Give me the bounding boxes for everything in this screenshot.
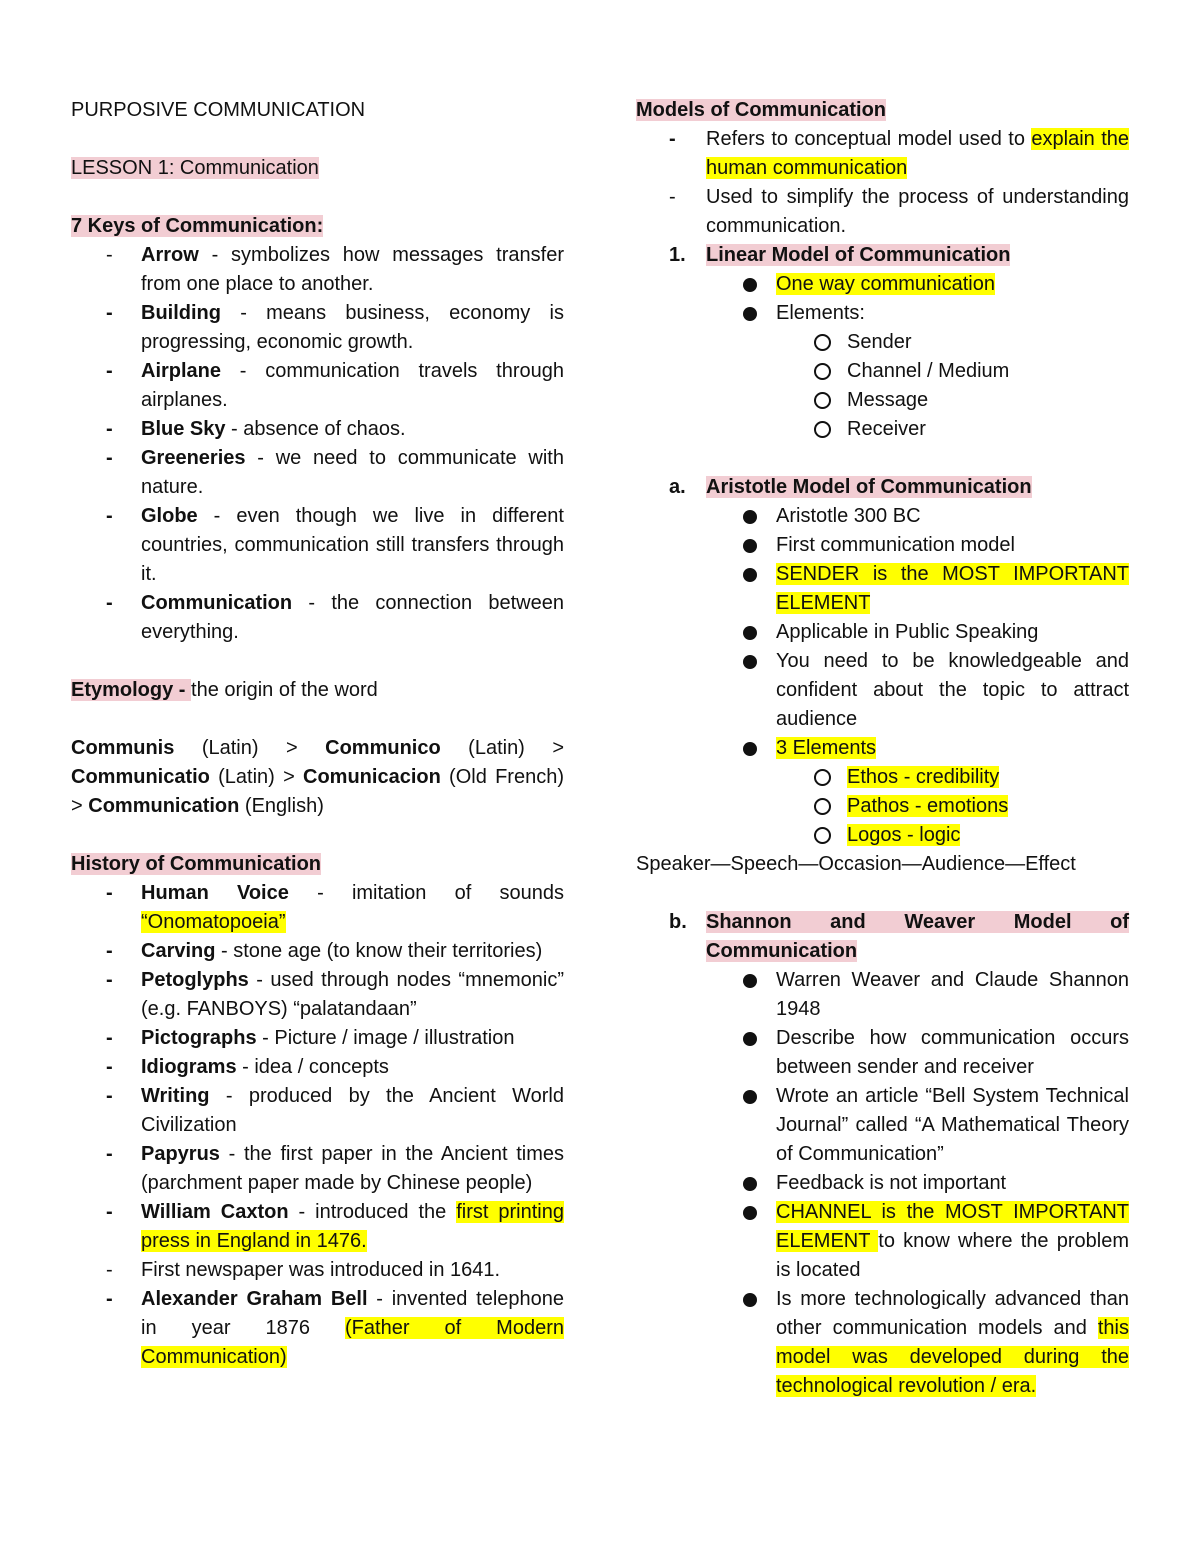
list-item: One way communication [636,270,1129,299]
list-item: Applicable in Public Speaking [636,618,1129,647]
list-item: - Refers to conceptual model used to explain the human communication [669,128,1129,179]
history-heading: History of Communication [71,853,322,875]
list-item: - Human Voice - imitation of sounds “Onomatopoeia” [106,882,565,933]
circle-bullet-icon [814,363,831,380]
list-item: - Alexander Graham Bell - invented telephone in year 1876 (Father of Modern Communication) [106,1288,564,1368]
list-item: Message [636,386,1129,415]
circle-bullet-icon [814,798,831,815]
bullet-icon [743,1090,757,1104]
list-item: You need to be knowledgeable and confident about the topic to attract audience [636,647,1129,734]
bullet-icon [743,974,757,988]
bullet-icon [743,307,757,321]
circle-bullet-icon [814,827,831,844]
models-heading: Models of Communication [636,99,886,121]
list-item: - Idiograms - idea / concepts [106,1056,389,1078]
bullet-icon [743,510,757,524]
circle-bullet-icon [814,421,831,438]
list-item: Feedback is not important [636,1169,1129,1198]
circle-bullet-icon [814,392,831,409]
list-item: SENDER is the MOST IMPORTANT ELEMENT [636,560,1129,618]
list-item: Channel / Medium [636,357,1129,386]
bullet-icon [743,568,757,582]
list-item: - First newspaper was introduced in 1641. [106,1259,501,1281]
list-item: - Carving - stone age (to know their territories) [106,940,543,962]
list-item: First communication model [636,531,1129,560]
bullet-icon [743,626,757,640]
list-item: - Petoglyphs - used through nodes “mnemonic” (e.g. FANBOYS) “palatandaan” [106,969,564,1020]
etymology-chain: Communis (Latin) > Communico (Latin) > Communicatio (Latin) > Comunicacion (Old French) > Communication (English) [71,737,564,817]
lesson-heading: LESSON 1: Communication [71,157,319,179]
list-item: - Blue Sky - absence of chaos. [106,418,406,440]
list-item: - Papyrus - the first paper in the Ancient times (parchment paper made by Chinese people) [106,1143,564,1194]
list-item: Pathos - emotions [636,792,1129,821]
linear-model-heading: 1. Linear Model of Communication [669,244,1011,266]
shannon-model-heading: b. Shannon and Weaver Model of [669,911,1129,933]
left-column [71,96,564,1372]
bullet-icon [743,278,757,292]
list-item: Elements: [636,299,1129,328]
bullet-icon [743,655,757,669]
list-item: - Airplane - communication travels through airplanes. [106,360,564,411]
list-item: - Greeneries - we need to communicate with nature. [106,447,564,498]
list-item: Describe how communication occurs between sender and receiver [636,1024,1129,1082]
document-title: PURPOSIVE COMMUNICATION [71,99,366,121]
aristotle-flow: Speaker—Speech—Occasion—Audience—Effect [636,853,1076,875]
bullet-icon [743,1206,757,1220]
list-item: - William Caxton - introduced the first printing press in England in 1476. [106,1201,564,1252]
shannon-model-heading-cont: Communication [706,940,858,962]
list-item: 3 Elements [636,734,1129,763]
list-item: - Building - means business, economy is progressing, economic growth. [106,302,564,353]
list-item: - Writing - produced by the Ancient World Civilization [106,1085,564,1136]
list-item: Is more technologically advanced than other communication models and this model was developed during the technological revolution / era. [636,1285,1129,1401]
circle-bullet-icon [814,769,831,786]
circle-bullet-icon [814,334,831,351]
bullet-icon [743,539,757,553]
list-item: - Used to simplify the process of understanding communication. [669,186,1129,237]
list-item: Warren Weaver and Claude Shannon 1948 [636,966,1129,1024]
etymology-line: Etymology - the origin of the word [71,679,378,701]
list-item: Receiver [636,415,1129,444]
bullet-icon [743,1032,757,1046]
bullet-icon [743,1293,757,1307]
list-item: CHANNEL is the MOST IMPORTANT ELEMENT to know where the problem is located [636,1198,1129,1285]
aristotle-model-heading: a. Aristotle Model of Communication [669,476,1032,498]
list-item: - Globe - even though we live in different countries, communication still transfers through it. [106,505,564,585]
list-item: - Communication - the connection between everything. [106,592,564,643]
list-item: - Pictographs - Picture / image / illustration [106,1027,515,1049]
keys-heading: 7 Keys of Communication: [71,215,324,237]
list-item: Ethos - credibility [636,763,1129,792]
list-item: Logos - logic [636,821,1129,850]
bullet-icon [743,1177,757,1191]
bullet-icon [743,742,757,756]
list-item: Aristotle 300 BC [636,502,1129,531]
right-column [636,96,1129,1401]
list-item: Wrote an article “Bell System Technical Journal” called “A Mathematical Theory of Communication” [636,1082,1129,1169]
list-item: - Arrow - symbolizes how messages transfer from one place to another. [106,244,564,295]
list-item: Sender [636,328,1129,357]
